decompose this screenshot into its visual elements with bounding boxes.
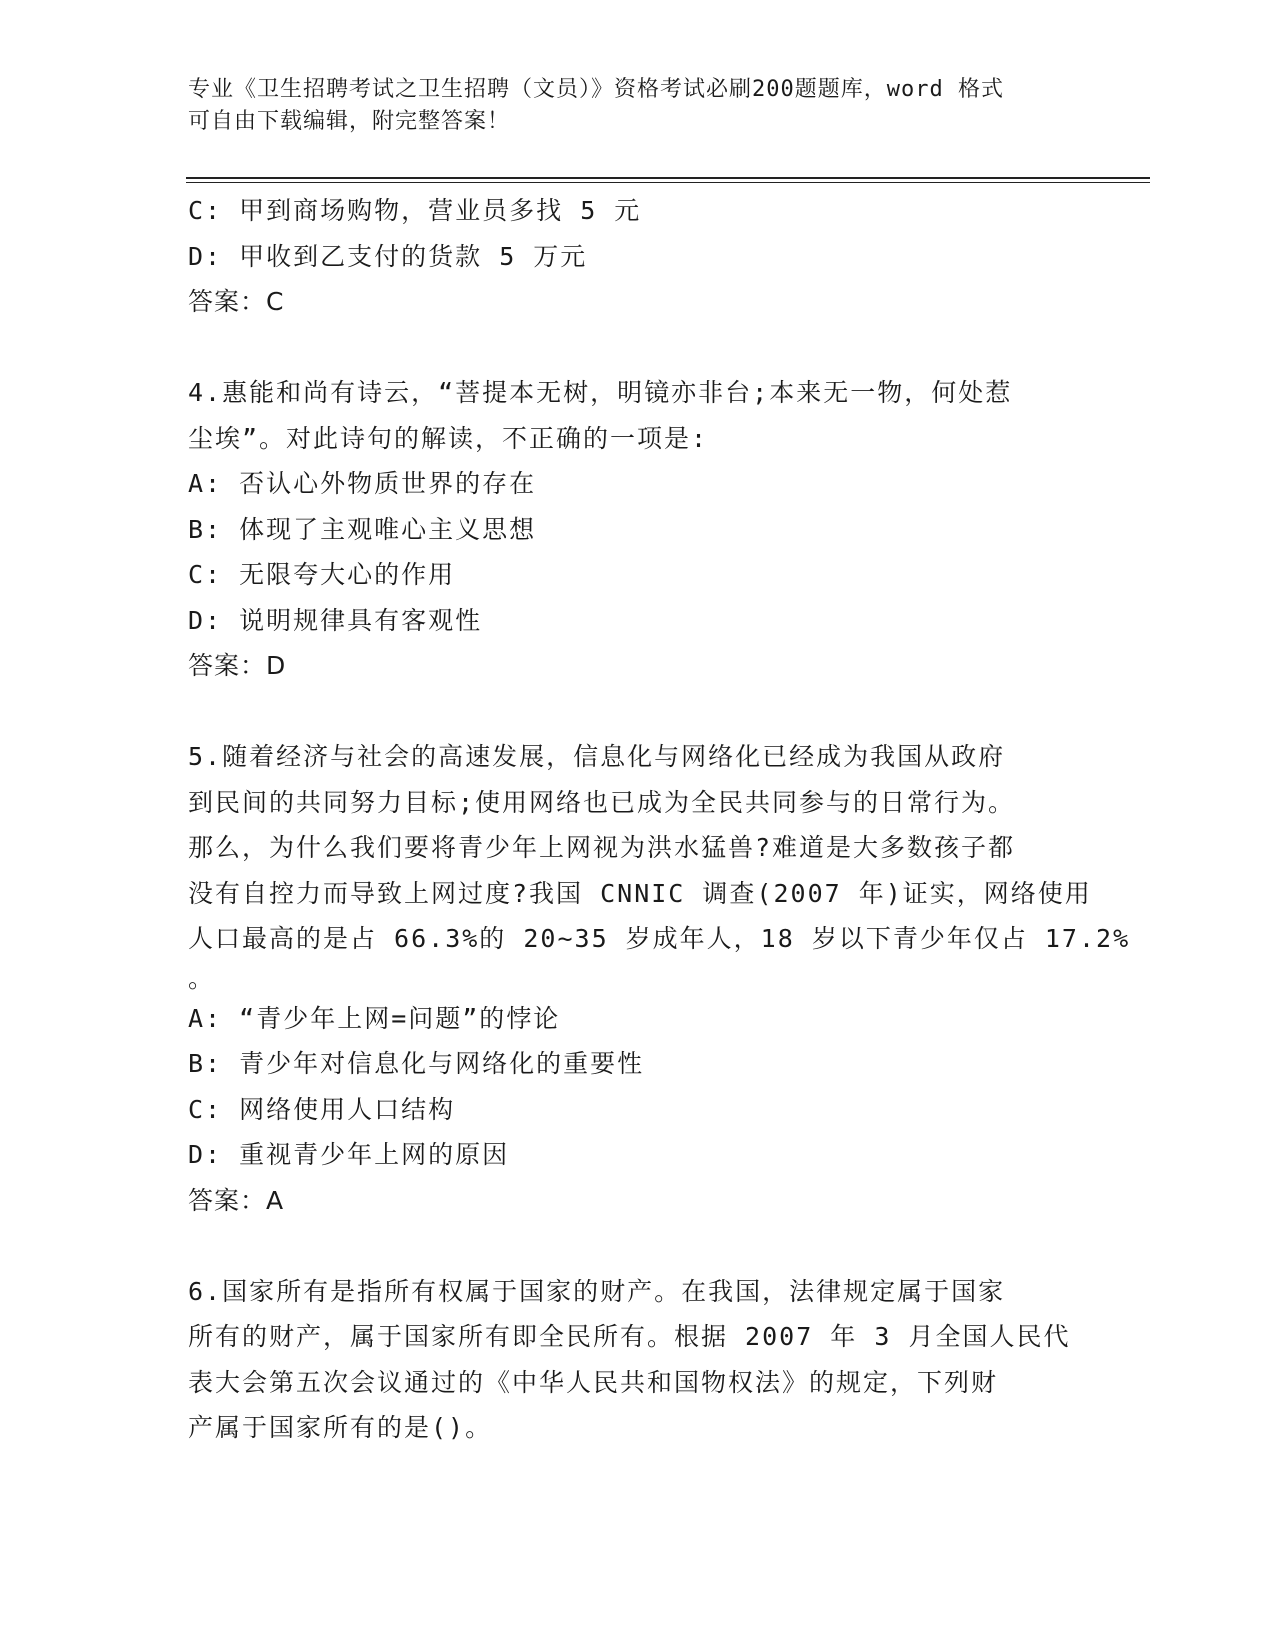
answer-line: 答案：C bbox=[188, 287, 285, 316]
spacer bbox=[188, 1223, 1088, 1269]
question-stem-line: 人口最高的是占 66.3%的 20~35 岁成年人，18 岁以下青少年仅占 17.2% bbox=[188, 924, 1131, 953]
question-5 bbox=[188, 734, 1131, 1223]
question-stem-line: 到民间的共同努力目标;使用网络也已成为全民共同参与的日常行为。 bbox=[188, 787, 1016, 817]
spacer bbox=[188, 325, 1088, 371]
option-b: B: 青少年对信息化与网络化的重要性 bbox=[188, 1049, 645, 1078]
option-d: D: 甲收到乙支付的货款 5 万元 bbox=[188, 241, 588, 271]
header-line-2: 可自由下载编辑，附完整答案！ bbox=[188, 109, 511, 134]
option-c: C: 无限夸大心的作用 bbox=[188, 560, 456, 589]
question-stem-line: 那么，为什么我们要将青少年上网视为洪水猛兽?难道是大多数孩子都 bbox=[188, 833, 1016, 862]
answer-line: 答案：A bbox=[188, 1185, 285, 1215]
option-d: D: 说明规律具有客观性 bbox=[188, 605, 483, 635]
option-a: A: 否认心外物质世界的存在 bbox=[188, 469, 537, 498]
question-stem-line: 没有自控力而导致上网过度?我国 CNNIC 调查(2007 年)证实，网络使用 bbox=[188, 878, 1092, 908]
option-c: C: 网络使用人口结构 bbox=[188, 1094, 456, 1124]
question-stem-line: 5.随着经济与社会的高速发展，信息化与网络化已经成为我国从政府 bbox=[188, 742, 1006, 771]
option-b: B: 体现了主观唯心主义思想 bbox=[188, 514, 537, 544]
question-3-tail bbox=[188, 188, 1088, 325]
question-stem-line: 所有的财产，属于国家所有即全民所有。根据 2007 年 3 月全国人民代 bbox=[188, 1322, 1071, 1351]
option-c: C: 甲到商场购物，营业员多找 5 元 bbox=[188, 196, 642, 225]
spacer bbox=[188, 689, 1088, 735]
header-line-1: 专业《卫生招聘考试之卫生招聘（文员）》资格考试必刷200题题库，word 格式 bbox=[188, 77, 1004, 102]
question-stem-line: 6.国家所有是指所有权属于国家的财产。在我国，法律规定属于国家 bbox=[188, 1276, 1006, 1306]
header-divider-thin bbox=[186, 182, 1150, 183]
option-d: D: 重视青少年上网的原因 bbox=[188, 1140, 510, 1169]
answer-line: 答案：D bbox=[188, 651, 287, 680]
question-6 bbox=[188, 1269, 1088, 1451]
question-content bbox=[188, 188, 1131, 1451]
option-a: A: “青少年上网=问题”的悖论 bbox=[188, 1003, 561, 1033]
question-stem-line: 。 bbox=[188, 963, 216, 993]
question-stem-line: 表大会第五次会议通过的《中华人民共和国物权法》的规定，下列财 bbox=[188, 1367, 999, 1397]
question-stem-line: 尘埃”。对此诗句的解读，不正确的一项是: bbox=[188, 423, 709, 453]
question-stem-line: 4.惠能和尚有诗云，“菩提本无树，明镜亦非台;本来无一物，何处惹 bbox=[188, 378, 1013, 407]
header-divider-thick bbox=[186, 177, 1150, 179]
question-stem-line: 产属于国家所有的是()。 bbox=[188, 1413, 493, 1442]
page-header bbox=[188, 74, 1068, 138]
question-4 bbox=[188, 370, 1088, 689]
